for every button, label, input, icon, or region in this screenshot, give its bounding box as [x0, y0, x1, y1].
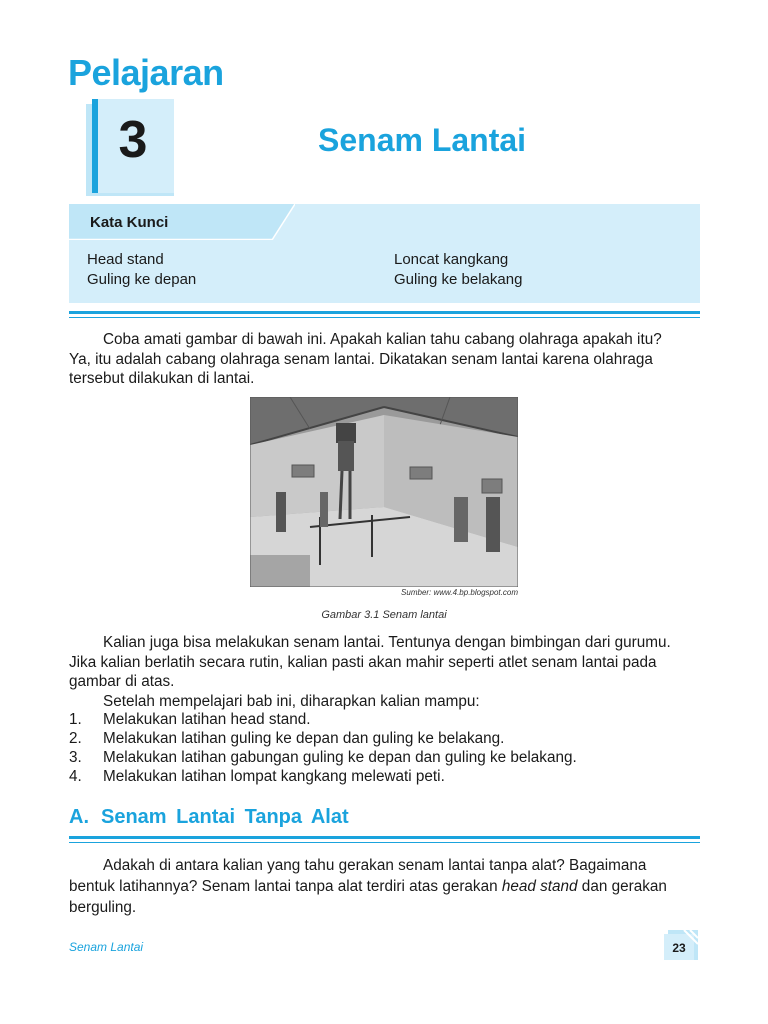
intro-paragraph	[69, 330, 701, 389]
list-number: 2.	[69, 730, 82, 747]
keyword-item: Loncat kangkang	[394, 251, 509, 268]
section-paragraph	[69, 855, 701, 918]
text-line: gambar di atas.	[69, 673, 175, 690]
section-title: Senam Lantai Tanpa Alat	[101, 806, 349, 828]
divider-thick	[69, 836, 700, 839]
section-heading	[69, 806, 349, 829]
page-number: 23	[672, 941, 686, 955]
list-item: Melakukan latihan lompat kangkang melewati peti.	[103, 768, 445, 785]
list-item: Melakukan latihan guling ke depan dan guling ke belakang.	[103, 730, 505, 747]
list-number: 4.	[69, 768, 82, 785]
keyword-item: Guling ke belakang	[394, 271, 523, 288]
chapter-title: Senam Lantai	[318, 122, 527, 158]
text-line: tersebut dilakukan di lantai.	[69, 370, 255, 387]
text-span: bentuk latihannya? Senam lantai tanpa alat terdiri atas gerakan	[69, 878, 502, 895]
divider-thick	[69, 311, 700, 314]
divider-thin	[69, 842, 700, 843]
gymnastics-photo	[250, 397, 518, 587]
text-line: Jika kalian berlatih secara rutin, kalian pasti akan mahir seperti atlet senam lantai pada	[69, 653, 657, 671]
divider-thin	[69, 317, 700, 318]
text-line	[69, 876, 701, 897]
keywords-title: Kata Kunci	[90, 214, 169, 231]
footer-title: Senam Lantai	[69, 940, 144, 954]
text-span: dan gerakan	[577, 878, 667, 895]
keyword-item: Guling ke depan	[87, 271, 197, 288]
list-number: 1.	[69, 711, 82, 728]
text-line: Coba amati gambar di bawah ini. Apakah kalian tahu cabang olahraga apakah itu?	[103, 331, 662, 348]
keyword-item: Head stand	[87, 251, 164, 268]
text-line: Adakah di antara kalian yang tahu gerakan senam lantai tanpa alat? Bagaimana	[103, 857, 647, 874]
text-line: berguling.	[69, 899, 137, 916]
body-paragraph	[69, 633, 701, 711]
figure-caption: Gambar 3.1 Senam lantai	[321, 609, 447, 621]
list-number: 3.	[69, 749, 82, 766]
section-letter: A.	[69, 806, 89, 828]
text-line: Setelah mempelajari bab ini, diharapkan kalian mampu:	[103, 692, 480, 710]
italic-term: head stand	[501, 878, 578, 895]
list-item: Melakukan latihan gabungan guling ke depan dan guling ke belakang.	[103, 749, 577, 766]
text-line: Kalian juga bisa melakukan senam lantai. Tentunya dengan bimbingan dari gurumu.	[103, 634, 671, 651]
chapter-number: 3	[118, 111, 148, 169]
photo-source: Sumber: www.4.bp.blogspot.com	[401, 588, 518, 597]
list-item: Melakukan latihan head stand.	[103, 711, 311, 728]
text-line: Ya, itu adalah cabang olahraga senam lantai. Dikatakan senam lantai karena olahraga	[69, 350, 653, 368]
chapter-label: Pelajaran	[68, 52, 224, 93]
